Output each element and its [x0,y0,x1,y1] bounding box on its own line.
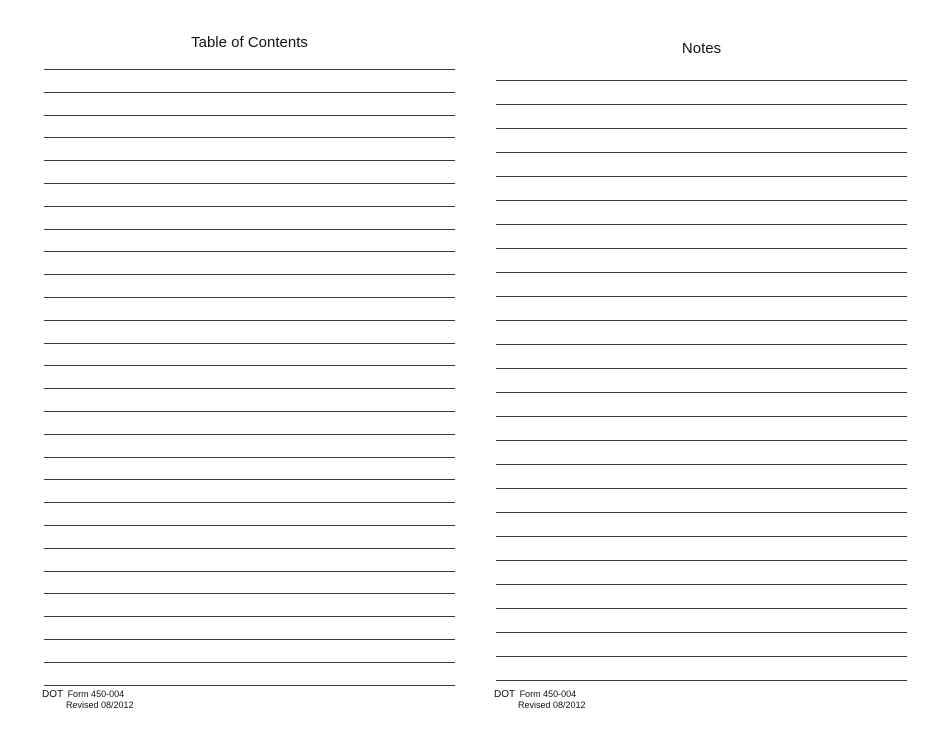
ruled-line [496,248,907,249]
ruled-line [44,183,455,184]
ruled-line [496,152,907,153]
agency-label: DOT [42,689,64,700]
ruled-line [44,274,455,275]
revision-date: Revised 08/2012 [66,700,134,710]
ruled-line [44,548,455,549]
ruled-line [44,525,455,526]
ruled-line [496,584,907,585]
form-footer [42,688,134,710]
ruled-line [44,571,455,572]
ruled-line [44,206,455,207]
ruled-line [496,320,907,321]
ruled-line [44,388,455,389]
ruled-line [496,80,907,81]
ruled-line [44,593,455,594]
ruled-line [44,434,455,435]
ruled-line [44,229,455,230]
ruled-line [44,160,455,161]
ruled-line [496,344,907,345]
ruled-line [44,92,455,93]
ruled-line [44,479,455,480]
agency-label: DOT [494,689,516,700]
ruled-line [496,416,907,417]
notes-page [496,0,907,733]
page-title: Notes [681,40,722,57]
ruled-line [44,457,455,458]
ruled-line [44,662,455,663]
ruled-line [496,488,907,489]
ruled-line [496,368,907,369]
ruled-line [496,224,907,225]
ruled-line [496,656,907,657]
ruled-line [496,440,907,441]
ruled-line [496,632,907,633]
ruled-line [44,411,455,412]
ruled-line [44,297,455,298]
ruled-line [44,343,455,344]
ruled-line [496,104,907,105]
ruled-line [496,608,907,609]
ruled-line [44,685,455,686]
ruled-line [44,115,455,116]
form-number: Form 450-004 [519,689,577,699]
ruled-line [496,560,907,561]
ruled-line [44,639,455,640]
form-number: Form 450-004 [67,689,125,699]
ruled-line [44,365,455,366]
ruled-line [496,464,907,465]
revision-date: Revised 08/2012 [518,700,586,710]
table-of-contents-page [44,0,455,733]
ruled-line [44,251,455,252]
ruled-line [496,128,907,129]
ruled-line [44,502,455,503]
page-title: Table of Contents [191,34,308,51]
ruled-line [496,680,907,681]
form-footer [494,688,586,710]
ruled-line [496,392,907,393]
ruled-line [496,272,907,273]
ruled-line [496,296,907,297]
ruled-line [44,320,455,321]
ruled-line [496,536,907,537]
ruled-line [496,512,907,513]
ruled-line [44,616,455,617]
ruled-line [496,200,907,201]
ruled-line [44,137,455,138]
ruled-line [44,69,455,70]
ruled-line [496,176,907,177]
